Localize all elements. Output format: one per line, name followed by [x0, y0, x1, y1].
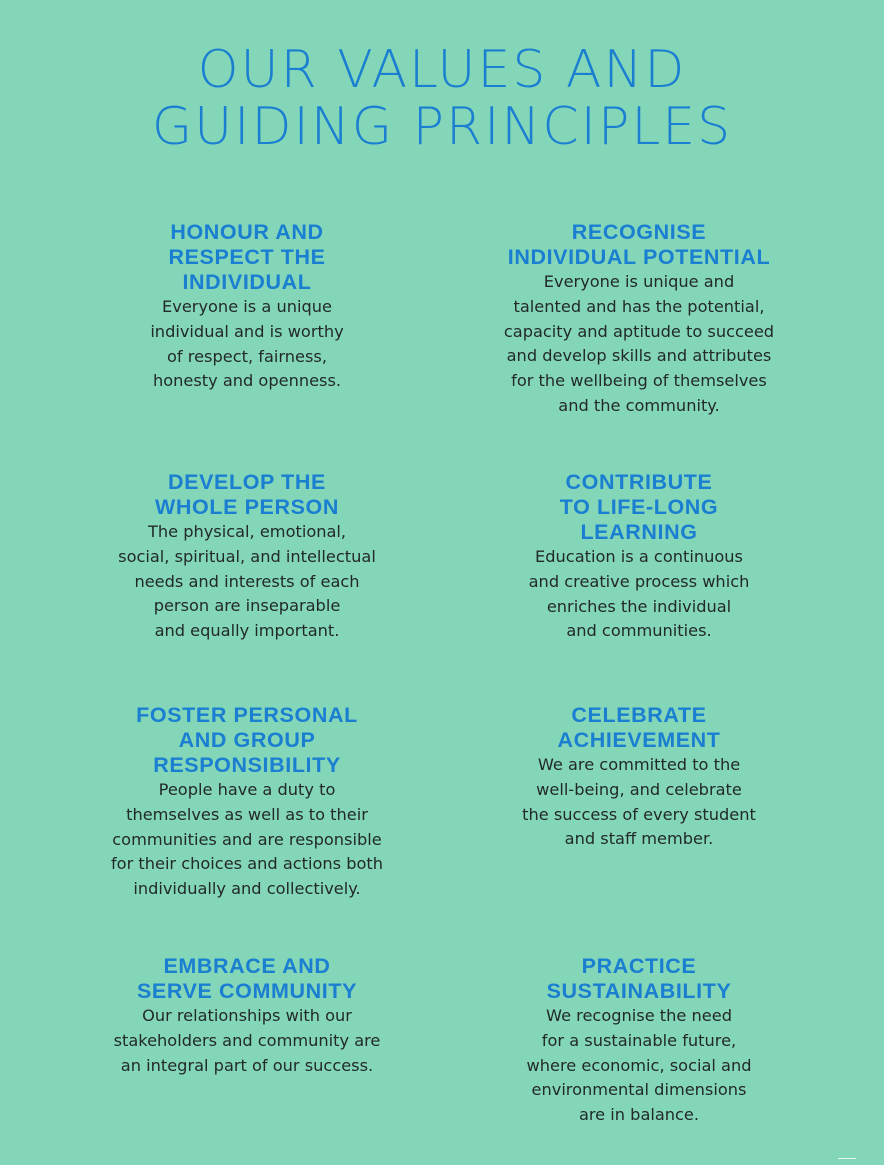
- body-line: communities and are responsible: [112, 829, 382, 849]
- value-heading: [92, 954, 402, 1004]
- heading-line: EMBRACE AND: [163, 954, 331, 978]
- body-line: the success of every student: [522, 804, 756, 824]
- heading-line: WHOLE PERSON: [155, 495, 339, 519]
- body-line: social, spiritual, and intellectual: [118, 546, 376, 566]
- heading-line: RECOGNISE: [571, 220, 707, 244]
- body-line: for their choices and actions both: [110, 854, 384, 874]
- body-line: person are inseparable: [153, 596, 341, 616]
- value-description: [92, 520, 402, 644]
- value-description: [484, 545, 794, 644]
- value-celebrate-achievement: [484, 703, 794, 852]
- value-description: [92, 778, 402, 902]
- body-line: and the community.: [558, 395, 720, 415]
- value-heading: [92, 470, 402, 520]
- heading-line: ACHIEVEMENT: [557, 728, 721, 752]
- value-honour-respect: [92, 220, 402, 394]
- body-line: an integral part of our success.: [120, 1055, 374, 1075]
- value-heading: [92, 703, 402, 778]
- body-line: for a sustainable future,: [541, 1030, 737, 1050]
- body-line: Education is a continuous: [535, 547, 743, 566]
- heading-line: INDIVIDUAL POTENTIAL: [507, 245, 771, 269]
- body-line: and staff member.: [564, 829, 714, 849]
- body-line: environmental dimensions: [531, 1080, 747, 1100]
- body-line: and develop skills and attributes: [506, 346, 772, 366]
- heading-line: RESPONSIBILITY: [153, 753, 341, 777]
- heading-line: FOSTER PERSONAL: [136, 703, 358, 727]
- body-line: and creative process which: [528, 571, 750, 591]
- body-line: and communities.: [566, 621, 712, 641]
- body-line: of respect, fairness,: [167, 346, 327, 366]
- heading-line: AND GROUP: [178, 728, 316, 752]
- body-line: enriches the individual: [546, 596, 732, 616]
- body-line: stakeholders and community are: [113, 1030, 381, 1050]
- value-description: [484, 270, 794, 419]
- body-line: where economic, social and: [526, 1055, 752, 1075]
- heading-line: SUSTAINABILITY: [546, 979, 732, 1003]
- value-heading: [484, 220, 794, 270]
- heading-line: PRACTICE: [581, 954, 697, 978]
- page-corner-mark: [838, 1158, 856, 1159]
- body-line: are in balance.: [578, 1105, 700, 1125]
- body-line: Our relationships with our: [142, 1006, 352, 1025]
- body-line: themselves as well as to their: [126, 804, 368, 824]
- page-title-line: GUIDING PRINCIPLES: [151, 97, 733, 157]
- heading-line: LEARNING: [580, 520, 698, 544]
- value-heading: [484, 470, 794, 545]
- value-sustainability: [484, 954, 794, 1128]
- body-line: individual and is worthy: [150, 321, 344, 341]
- value-whole-person: [92, 470, 402, 644]
- value-heading: [484, 954, 794, 1004]
- heading-line: DEVELOP THE: [168, 470, 326, 494]
- heading-line: HONOUR AND: [170, 220, 324, 244]
- body-line: needs and interests of each: [134, 571, 360, 591]
- value-heading: [484, 703, 794, 753]
- body-line: The physical, emotional,: [147, 522, 347, 541]
- body-line: We are committed to the: [537, 755, 741, 774]
- body-line: We recognise the need: [546, 1006, 732, 1025]
- value-description: [484, 1004, 794, 1128]
- body-line: capacity and aptitude to succeed: [503, 321, 775, 341]
- body-line: well-being, and celebrate: [536, 779, 742, 799]
- body-line: Everyone is unique and: [543, 272, 735, 291]
- heading-line: TO LIFE-LONG: [559, 495, 719, 519]
- body-line: honesty and openness.: [152, 371, 342, 391]
- heading-line: CONTRIBUTE: [565, 470, 713, 494]
- value-description: [92, 295, 402, 394]
- heading-line: SERVE COMMUNITY: [136, 979, 358, 1003]
- value-life-long-learning: [484, 470, 794, 644]
- value-responsibility: [92, 703, 402, 902]
- value-serve-community: [92, 954, 402, 1078]
- value-description: [484, 753, 794, 852]
- body-line: talented and has the potential,: [513, 296, 765, 316]
- page-title-line: OUR VALUES AND: [197, 40, 687, 100]
- body-line: People have a duty to: [158, 780, 336, 799]
- body-line: for the wellbeing of themselves: [511, 371, 767, 391]
- value-description: [92, 1004, 402, 1078]
- value-heading: [92, 220, 402, 295]
- value-recognise-potential: [484, 220, 794, 419]
- body-line: individually and collectively.: [133, 879, 361, 899]
- body-line: Everyone is a unique: [162, 297, 332, 316]
- heading-line: RESPECT THE: [168, 245, 326, 269]
- body-line: and equally important.: [154, 621, 340, 641]
- heading-line: CELEBRATE: [571, 703, 707, 727]
- heading-line: INDIVIDUAL: [182, 270, 312, 294]
- page-title: [0, 42, 884, 156]
